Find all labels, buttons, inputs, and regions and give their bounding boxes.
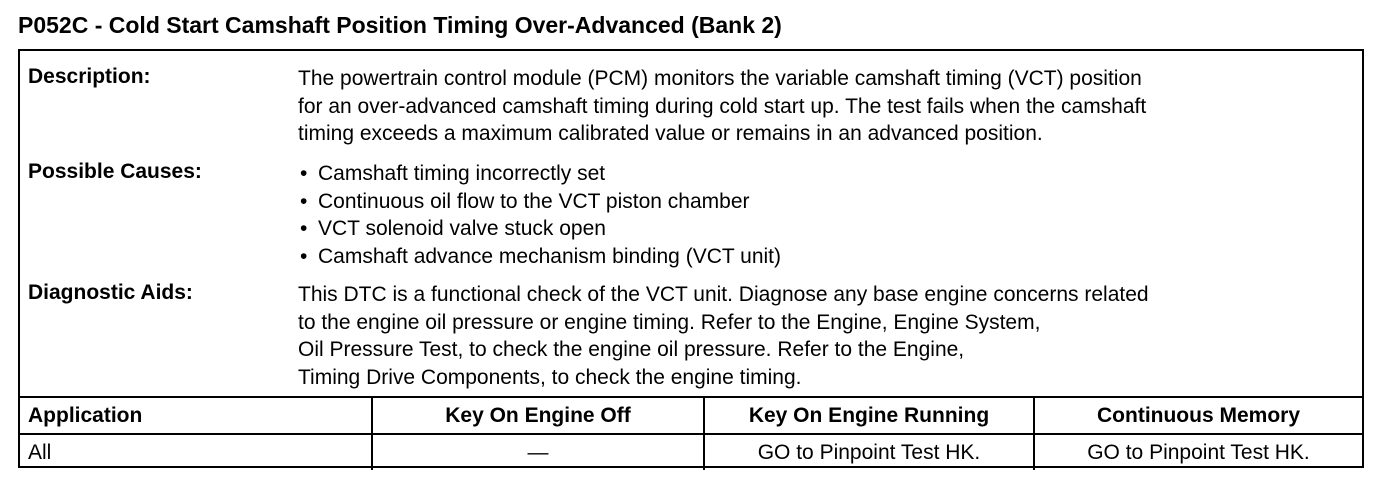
- cause-item: • Continuous oil flow to the VCT piston chamber: [298, 188, 1348, 216]
- application-table: [20, 396, 1362, 470]
- description-label: Description:: [28, 65, 151, 88]
- cell-key-on-engine-off: —: [372, 434, 704, 470]
- header-application: Application: [20, 397, 372, 434]
- cause-item: • Camshaft advance mechanism binding (VCT unit): [298, 243, 1348, 271]
- diagnostic-aids-line: Timing Drive Components, to check the engine timing.: [298, 365, 802, 389]
- header-key-on-engine-running: Key On Engine Running: [704, 397, 1034, 434]
- cause-item: • Camshaft timing incorrectly set: [298, 160, 1348, 188]
- table-row: [20, 434, 1362, 470]
- cause-item: • VCT solenoid valve stuck open: [298, 215, 1348, 243]
- table-header-row: [20, 397, 1362, 434]
- possible-causes-label: Possible Causes:: [28, 160, 202, 183]
- diagnostic-aids-label: Diagnostic Aids:: [28, 281, 193, 304]
- possible-causes-list: [298, 160, 1348, 270]
- header-key-on-engine-off: Key On Engine Off: [372, 397, 704, 434]
- diagnostic-aids-text: [298, 281, 1348, 391]
- dtc-info-box: [18, 49, 1364, 468]
- cell-continuous-memory: GO to Pinpoint Test HK.: [1034, 434, 1362, 470]
- header-continuous-memory: Continuous Memory: [1034, 397, 1362, 434]
- diagnostic-aids-line: This DTC is a functional check of the VCT unit. Diagnose any base engine concerns related: [298, 283, 1149, 306]
- description-text: [298, 65, 1348, 148]
- diagnostic-aids-line: to the engine oil pressure or engine timing. Refer to the Engine, Engine System,: [298, 310, 1041, 334]
- page-title: P052C - Cold Start Camshaft Position Timing Over-Advanced (Bank 2): [18, 12, 782, 38]
- description-line: for an over-advanced camshaft timing during cold start up. The test fails when the camshaft: [298, 94, 1147, 118]
- description-line: The powertrain control module (PCM) monitors the variable camshaft timing (VCT) position: [298, 67, 1142, 90]
- cell-key-on-engine-running: GO to Pinpoint Test HK.: [704, 434, 1034, 470]
- description-line: timing exceeds a maximum calibrated value or remains in an advanced position.: [298, 122, 1043, 145]
- cell-application: All: [20, 434, 372, 470]
- diagnostic-aids-line: Oil Pressure Test, to check the engine oil pressure. Refer to the Engine,: [298, 338, 965, 361]
